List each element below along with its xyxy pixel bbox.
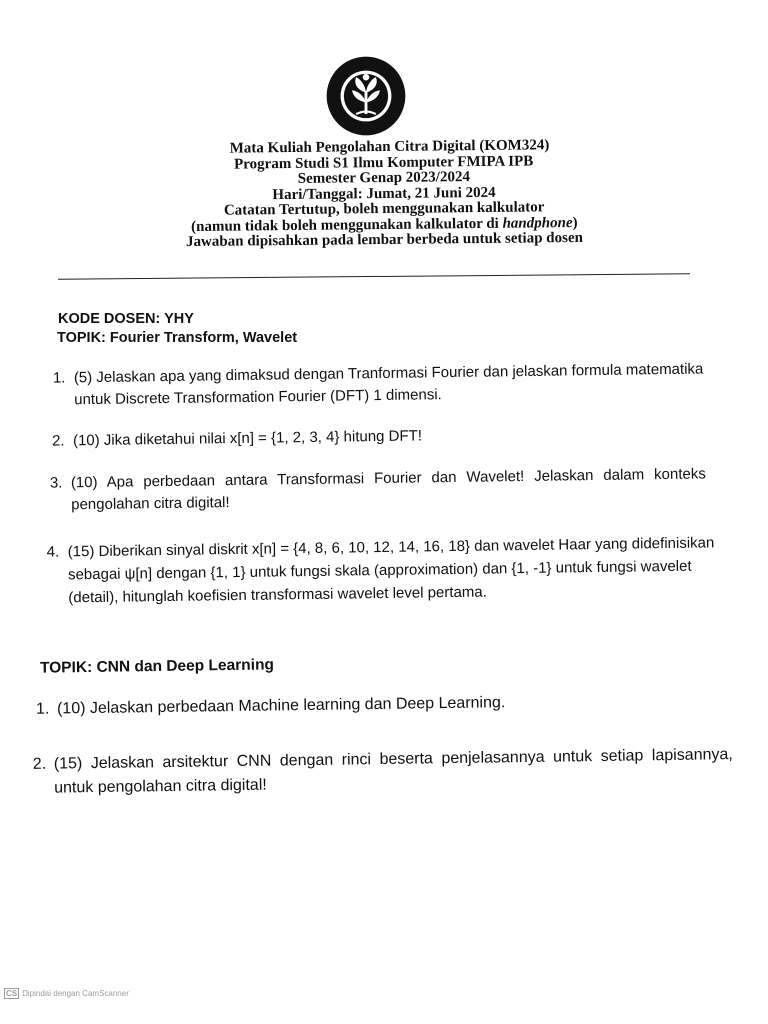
question-number: 3. [49, 474, 63, 492]
exam-rule-note: (namun tidak boleh menggunakan kalkulator di handphone) [190, 214, 578, 235]
question-text: (15) Diberikan sinyal diskrit x[n] = {4, 8, 6, 10, 12, 14, 16, 18} dan wavelet Haar yang didefinisikan sebagai ψ[n] dengan {1, 1} untuk fungsi skala (approximation) dan {1, -1} untuk fungsi wavelet (detail), hitunglah koefisien transformasi wavelet level pertama. [67, 534, 715, 607]
exam-rule: Catatan Tertutup, boleh menggunakan kalkulator [223, 199, 545, 219]
lecturer-code: KODE DOSEN: YHY [58, 311, 194, 327]
question-number: 4. [46, 543, 60, 561]
question-item [53, 358, 709, 410]
question-item [52, 421, 707, 452]
university-logo [325, 55, 407, 137]
question-text: (10) Apa perbedaan antara Transformasi Fourier dan Wavelet! Jelaskan dalam konteks pengolahan citra digital! [70, 465, 706, 513]
scanner-watermark [4, 988, 129, 999]
question-text: (5) Jelaskan apa yang dimaksud dengan Tranformasi Fourier dan jelaskan formula matematika untuk Discrete Transformation Fourier (DFT) 1 dimensi. [73, 360, 704, 408]
study-program: Program Studi S1 Ilmu Komputer FMIPA IPB [233, 152, 534, 173]
question-item [50, 463, 707, 515]
question-number: 1. [52, 369, 66, 387]
question-number: 2. [51, 432, 65, 450]
question-text: (10) Jika diketahui nilai x[n] = {1, 2, 3, 4} hitung DFT! [72, 427, 423, 450]
exam-instruction: Jawaban dipisahkan pada lembar berbeda untuk setiap dosen [185, 229, 584, 251]
course-title: Mata Kuliah Pengolahan Citra Digital (KOM324) [229, 137, 550, 157]
question-item [36, 689, 716, 720]
question-number: 1. [35, 700, 50, 718]
section-topic-cnn: TOPIK: CNN dan Deep Learning [39, 656, 275, 677]
exam-date: Hari/Tanggal: Jumat, 21 Juni 2024 [272, 184, 496, 203]
question-text: (15) Jelaskan arsitektur CNN dengan rinci beserta penjelasannya untuk setiap lapisannya, untuk pengolahan citra digital! [53, 746, 733, 797]
exam-header [0, 136, 768, 253]
semester: Semester Genap 2023/2024 [297, 169, 471, 187]
question-item [33, 743, 734, 801]
question-item [47, 531, 716, 609]
divider [58, 273, 690, 280]
ipb-seal-icon [325, 55, 407, 137]
question-text: (10) Jelaskan perbedaan Machine learning dan Deep Learning. [56, 694, 506, 718]
camscanner-badge: CS [6, 989, 18, 998]
section-topic-fourier: TOPIK: Fourier Transform, Wavelet [57, 330, 298, 346]
scanner-text: Dipindai dengan CamScanner [22, 989, 129, 998]
question-number: 2. [32, 755, 47, 773]
